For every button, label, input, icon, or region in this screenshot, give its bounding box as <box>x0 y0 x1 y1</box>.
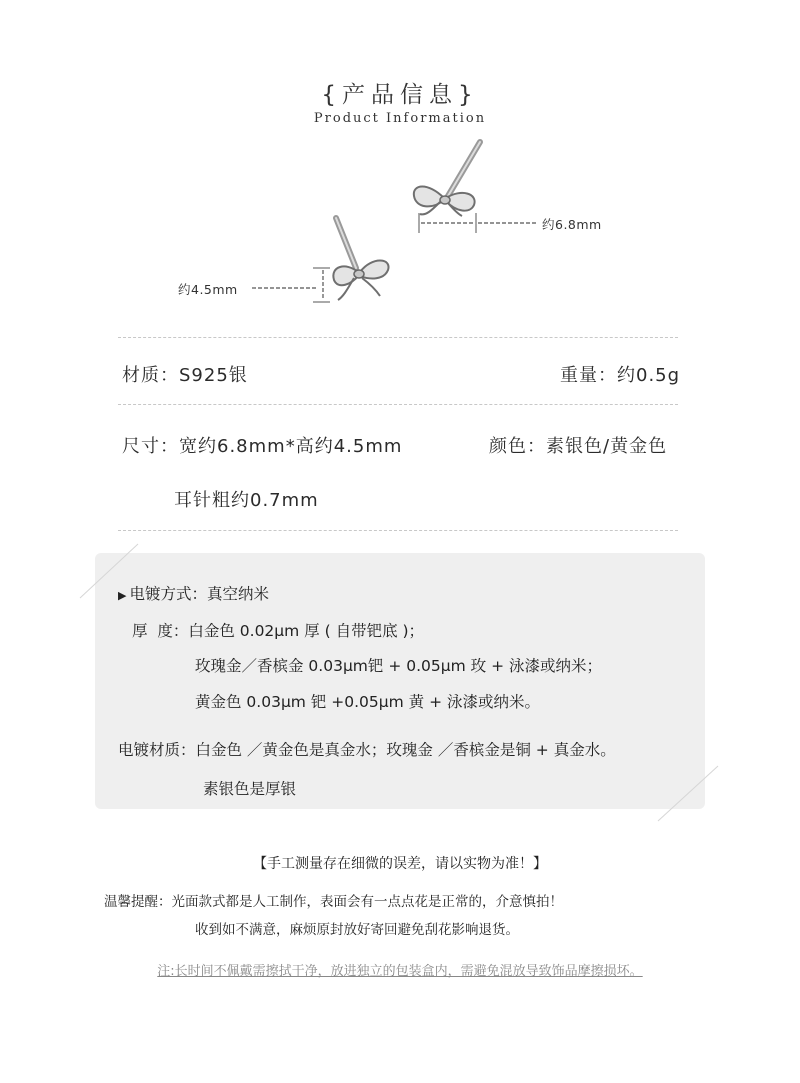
weight-spec: 重量：约0.5g <box>560 365 681 386</box>
material-spec: 材质：S925银 <box>122 365 248 386</box>
storage-footnote: 注:长时间不佩戴需擦拭干净，放进独立的包装盒内，需避免混放导致饰品摩擦损坏。 <box>157 964 643 979</box>
product-info-subtitle: Product Information <box>313 111 487 126</box>
plating-method <box>118 582 269 604</box>
thickness-label: 厚 度： <box>132 622 189 640</box>
thickness-rose-champagne: 玫瑰金／香槟金 0.03μm钯 + 0.05μm 玫 + 泳漆或纳米； <box>195 657 602 675</box>
care-tip-2: 收到如不满意，麻烦原封放好寄回避免刮花影响退货。 <box>195 922 519 938</box>
pin-spec: 耳针粗约0.7mm <box>174 490 319 511</box>
width-dimension-label: 约6.8mm <box>542 217 602 232</box>
plating-material-silver: 素银色是厚银 <box>203 780 297 798</box>
plating-material: 电镀材质：白金色 ／黄金色是真金水；玫瑰金 ／香槟金是铜 + 真金水。 <box>118 741 616 759</box>
triangle-bullet-icon: ▶ <box>118 589 127 602</box>
plating-method-text: 电镀方式：真空纳米 <box>129 585 269 603</box>
height-dimension-label: 约4.5mm <box>178 282 238 297</box>
measurement-notice: 【手工测量存在细微的误差，请以实物为准！】 <box>253 856 547 872</box>
product-info-title: {产品信息} <box>321 82 479 108</box>
thickness-white-gold: 白金色 0.02μm 厚 ( 自带钯底 )； <box>188 622 425 640</box>
thickness-yellow-gold: 黄金色 0.03μm 钯 +0.05μm 黄 + 泳漆或纳米。 <box>195 693 540 711</box>
thickness-line-1 <box>132 619 424 641</box>
care-tip-1: 温馨提醒：光面款式都是人工制作，表面会有一点点花是正常的，介意慎拍！ <box>104 894 563 910</box>
size-spec: 尺寸：宽约6.8mm*高约4.5mm <box>122 436 403 457</box>
color-spec: 颜色：素银色/黄金色 <box>489 436 668 457</box>
